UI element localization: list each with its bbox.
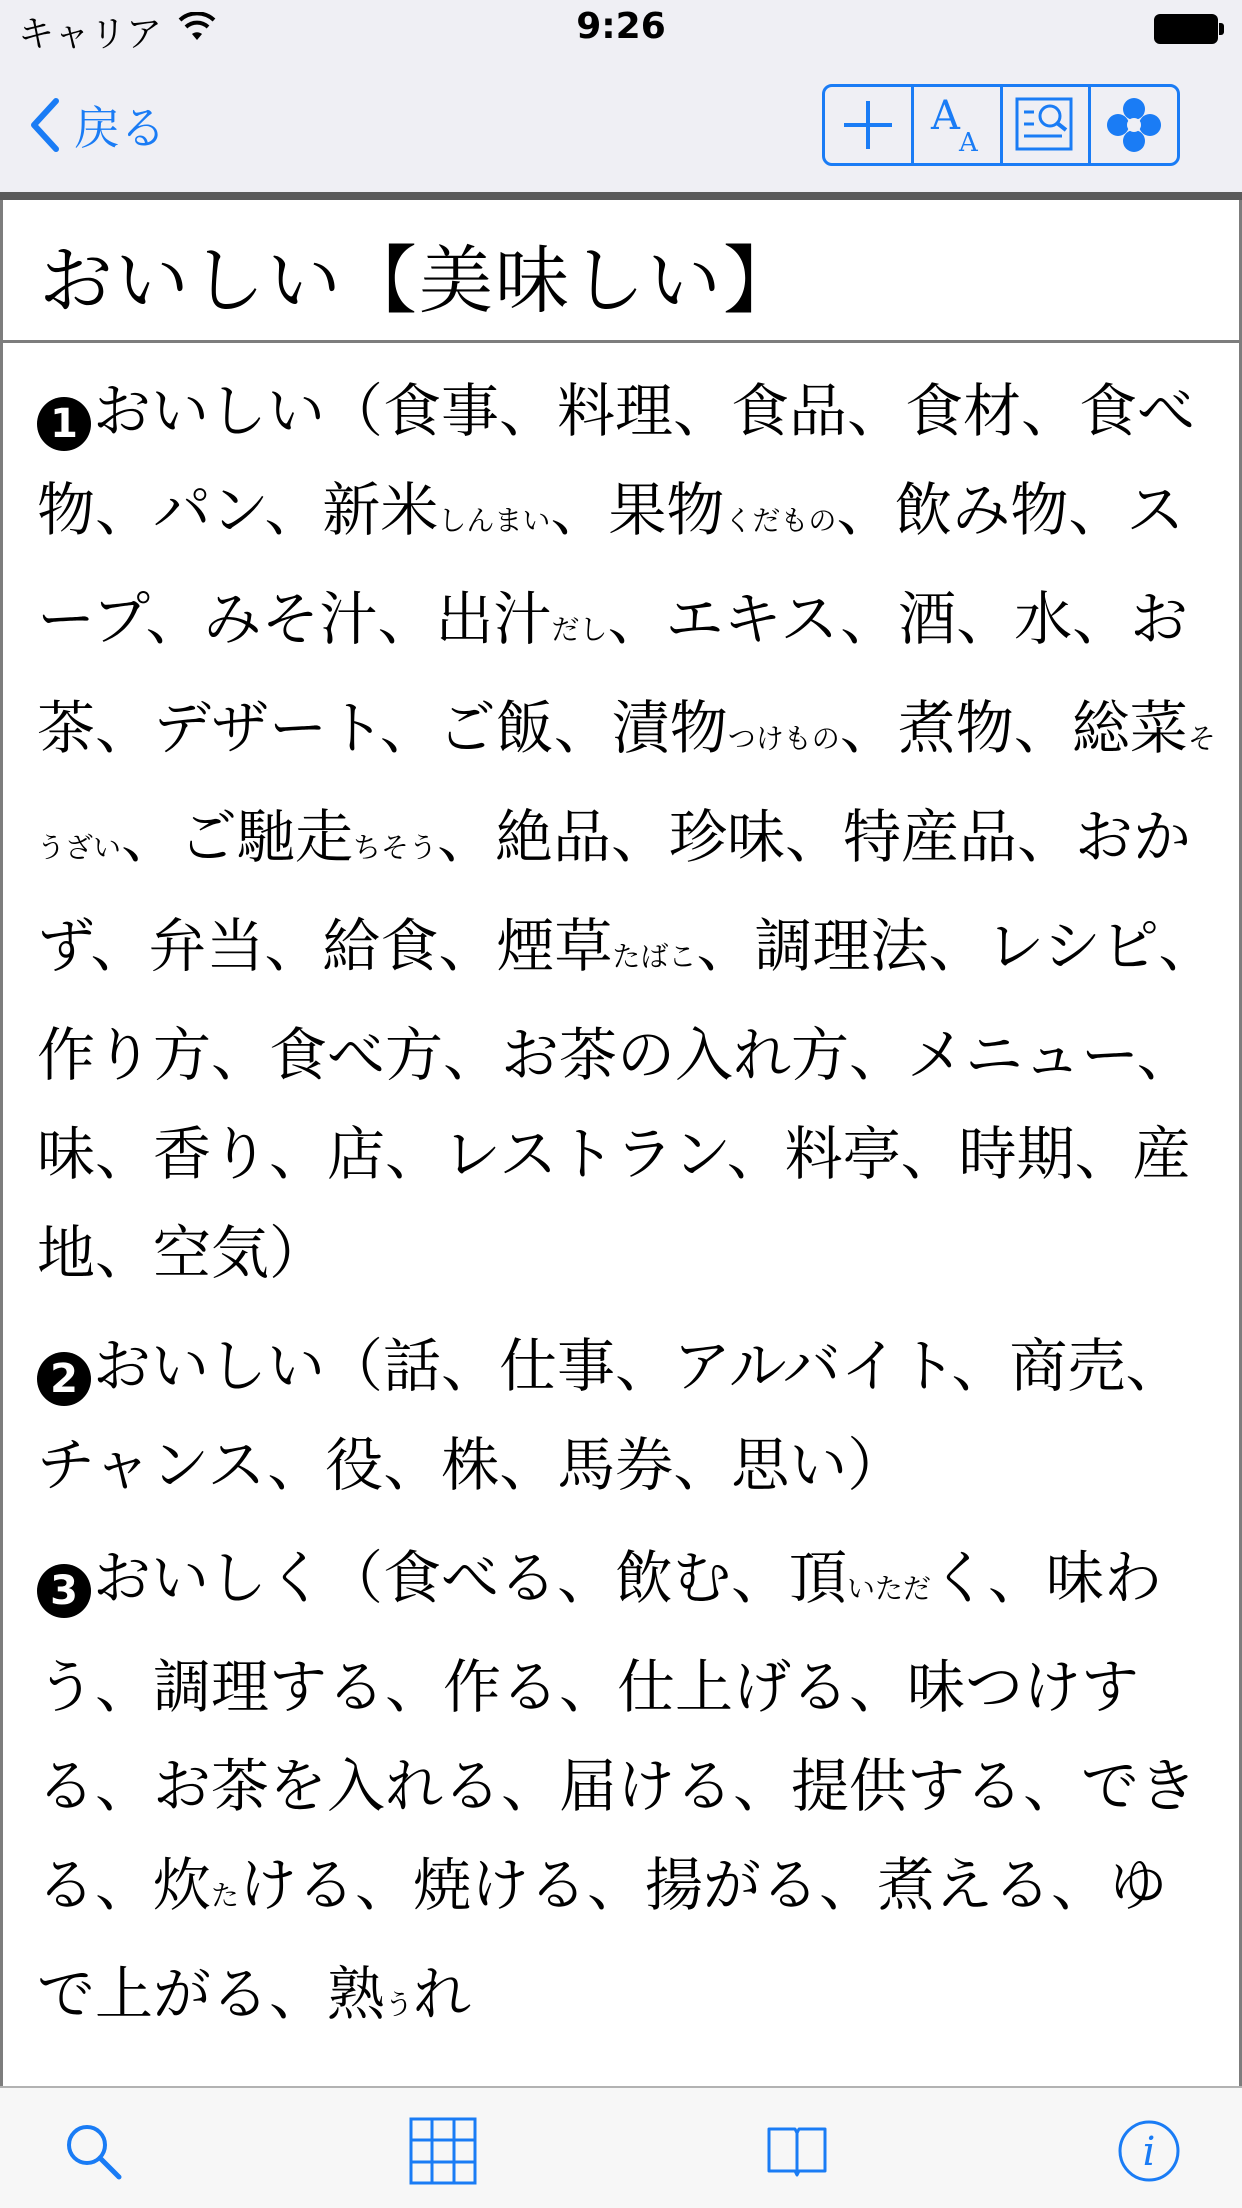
tab-book[interactable] <box>762 2116 832 2186</box>
book-icon <box>765 2123 829 2179</box>
tab-bar <box>0 2086 1242 2208</box>
reading-gloss: いただ <box>847 1572 932 1605</box>
header-divider <box>0 192 1242 200</box>
sense-text: おいしい（食事、料理、食品、食材、食べ物、パン、新米 <box>37 377 1196 544</box>
back-button[interactable] <box>30 90 166 160</box>
sense-text: 、絶品、珍味、特産品、おかず、弁当、給食、煙草 <box>37 803 1192 980</box>
sense-text: く、味わう、調理する、作る、仕上げる、味つけする、お茶を入れる、届ける、提供する、できる、炊 <box>37 1544 1198 1919</box>
headword-divider <box>3 340 1242 343</box>
search-in-page-button[interactable] <box>1003 87 1092 163</box>
entry-body <box>37 362 1217 2068</box>
status-time: 9:26 <box>576 6 666 47</box>
reading-gloss: う <box>385 1988 414 2021</box>
menu-button[interactable] <box>1091 87 1177 163</box>
reading-gloss: しんまい <box>438 504 551 537</box>
sense-text: 、ご馳走 <box>121 803 354 871</box>
reading-gloss: つけもの <box>727 722 840 755</box>
sense-text: 、調理法、レシピ、作り方、食べ方、お茶の入れ方、メニュー、味、香り、店、レストラン、料亭、時期、産地、空気） <box>37 912 1217 1287</box>
sense-text: おいしく（食べる、飲む、頂 <box>93 1544 848 1612</box>
svg-text:i: i <box>1142 2129 1156 2175</box>
add-button[interactable] <box>825 87 914 163</box>
sense-number: 1 <box>37 397 91 451</box>
entry-headword: おいしい【美味しい】 <box>39 238 799 324</box>
svg-text:A: A <box>930 93 960 139</box>
search-icon <box>61 2119 125 2183</box>
magnify-document-icon <box>1014 96 1076 154</box>
sense-text: おいしい（話、仕事、アルバイト、商売、チャンス、役、株、馬券、思い） <box>37 1332 1184 1499</box>
chevron-left-icon <box>30 97 60 153</box>
dictionary-entry <box>0 200 1242 2086</box>
plus-icon <box>842 99 894 151</box>
tab-info[interactable] <box>1114 2116 1184 2186</box>
sense-paragraph <box>37 1317 1217 1515</box>
status-bar <box>0 0 1242 60</box>
reading-gloss: ちそう <box>353 831 438 864</box>
tab-index[interactable] <box>408 2116 478 2186</box>
reading-gloss: そうざい <box>37 722 1216 864</box>
sense-number: 3 <box>37 1564 91 1618</box>
reading-gloss: くだもの <box>724 504 837 537</box>
reading-gloss: たばこ <box>612 940 697 973</box>
navigation-bar <box>0 60 1242 192</box>
svg-text:A: A <box>958 128 978 157</box>
font-size-button[interactable] <box>914 87 1003 163</box>
tab-search[interactable] <box>58 2116 128 2186</box>
back-label: 戻る <box>74 101 166 155</box>
sense-text: 、エキス、酒、水、お茶、デザート、ご飯、漬物 <box>37 585 1189 762</box>
font-size-icon <box>927 93 987 157</box>
sense-paragraph <box>37 1529 1217 2054</box>
toolbar-segment <box>822 84 1180 166</box>
carrier-label: キャリア <box>18 14 163 55</box>
clover-icon <box>1105 96 1163 154</box>
grid-icon <box>408 2116 478 2186</box>
sense-text: れ <box>413 1960 472 2028</box>
reading-gloss: た <box>211 1879 240 1912</box>
battery-icon <box>1154 14 1224 44</box>
sense-text: 、飲み物、スープ、みそ汁、出汁 <box>37 476 1185 653</box>
sense-text: 、果物 <box>550 476 725 544</box>
info-icon <box>1117 2119 1181 2183</box>
sense-text: 、煮物、総菜 <box>839 694 1188 762</box>
sense-paragraph <box>37 362 1217 1303</box>
sense-text: ける、焼ける、揚がる、煮える、ゆで上がる、熟 <box>37 1851 1168 2028</box>
reading-gloss: だし <box>551 613 608 646</box>
sense-number: 2 <box>37 1352 91 1406</box>
